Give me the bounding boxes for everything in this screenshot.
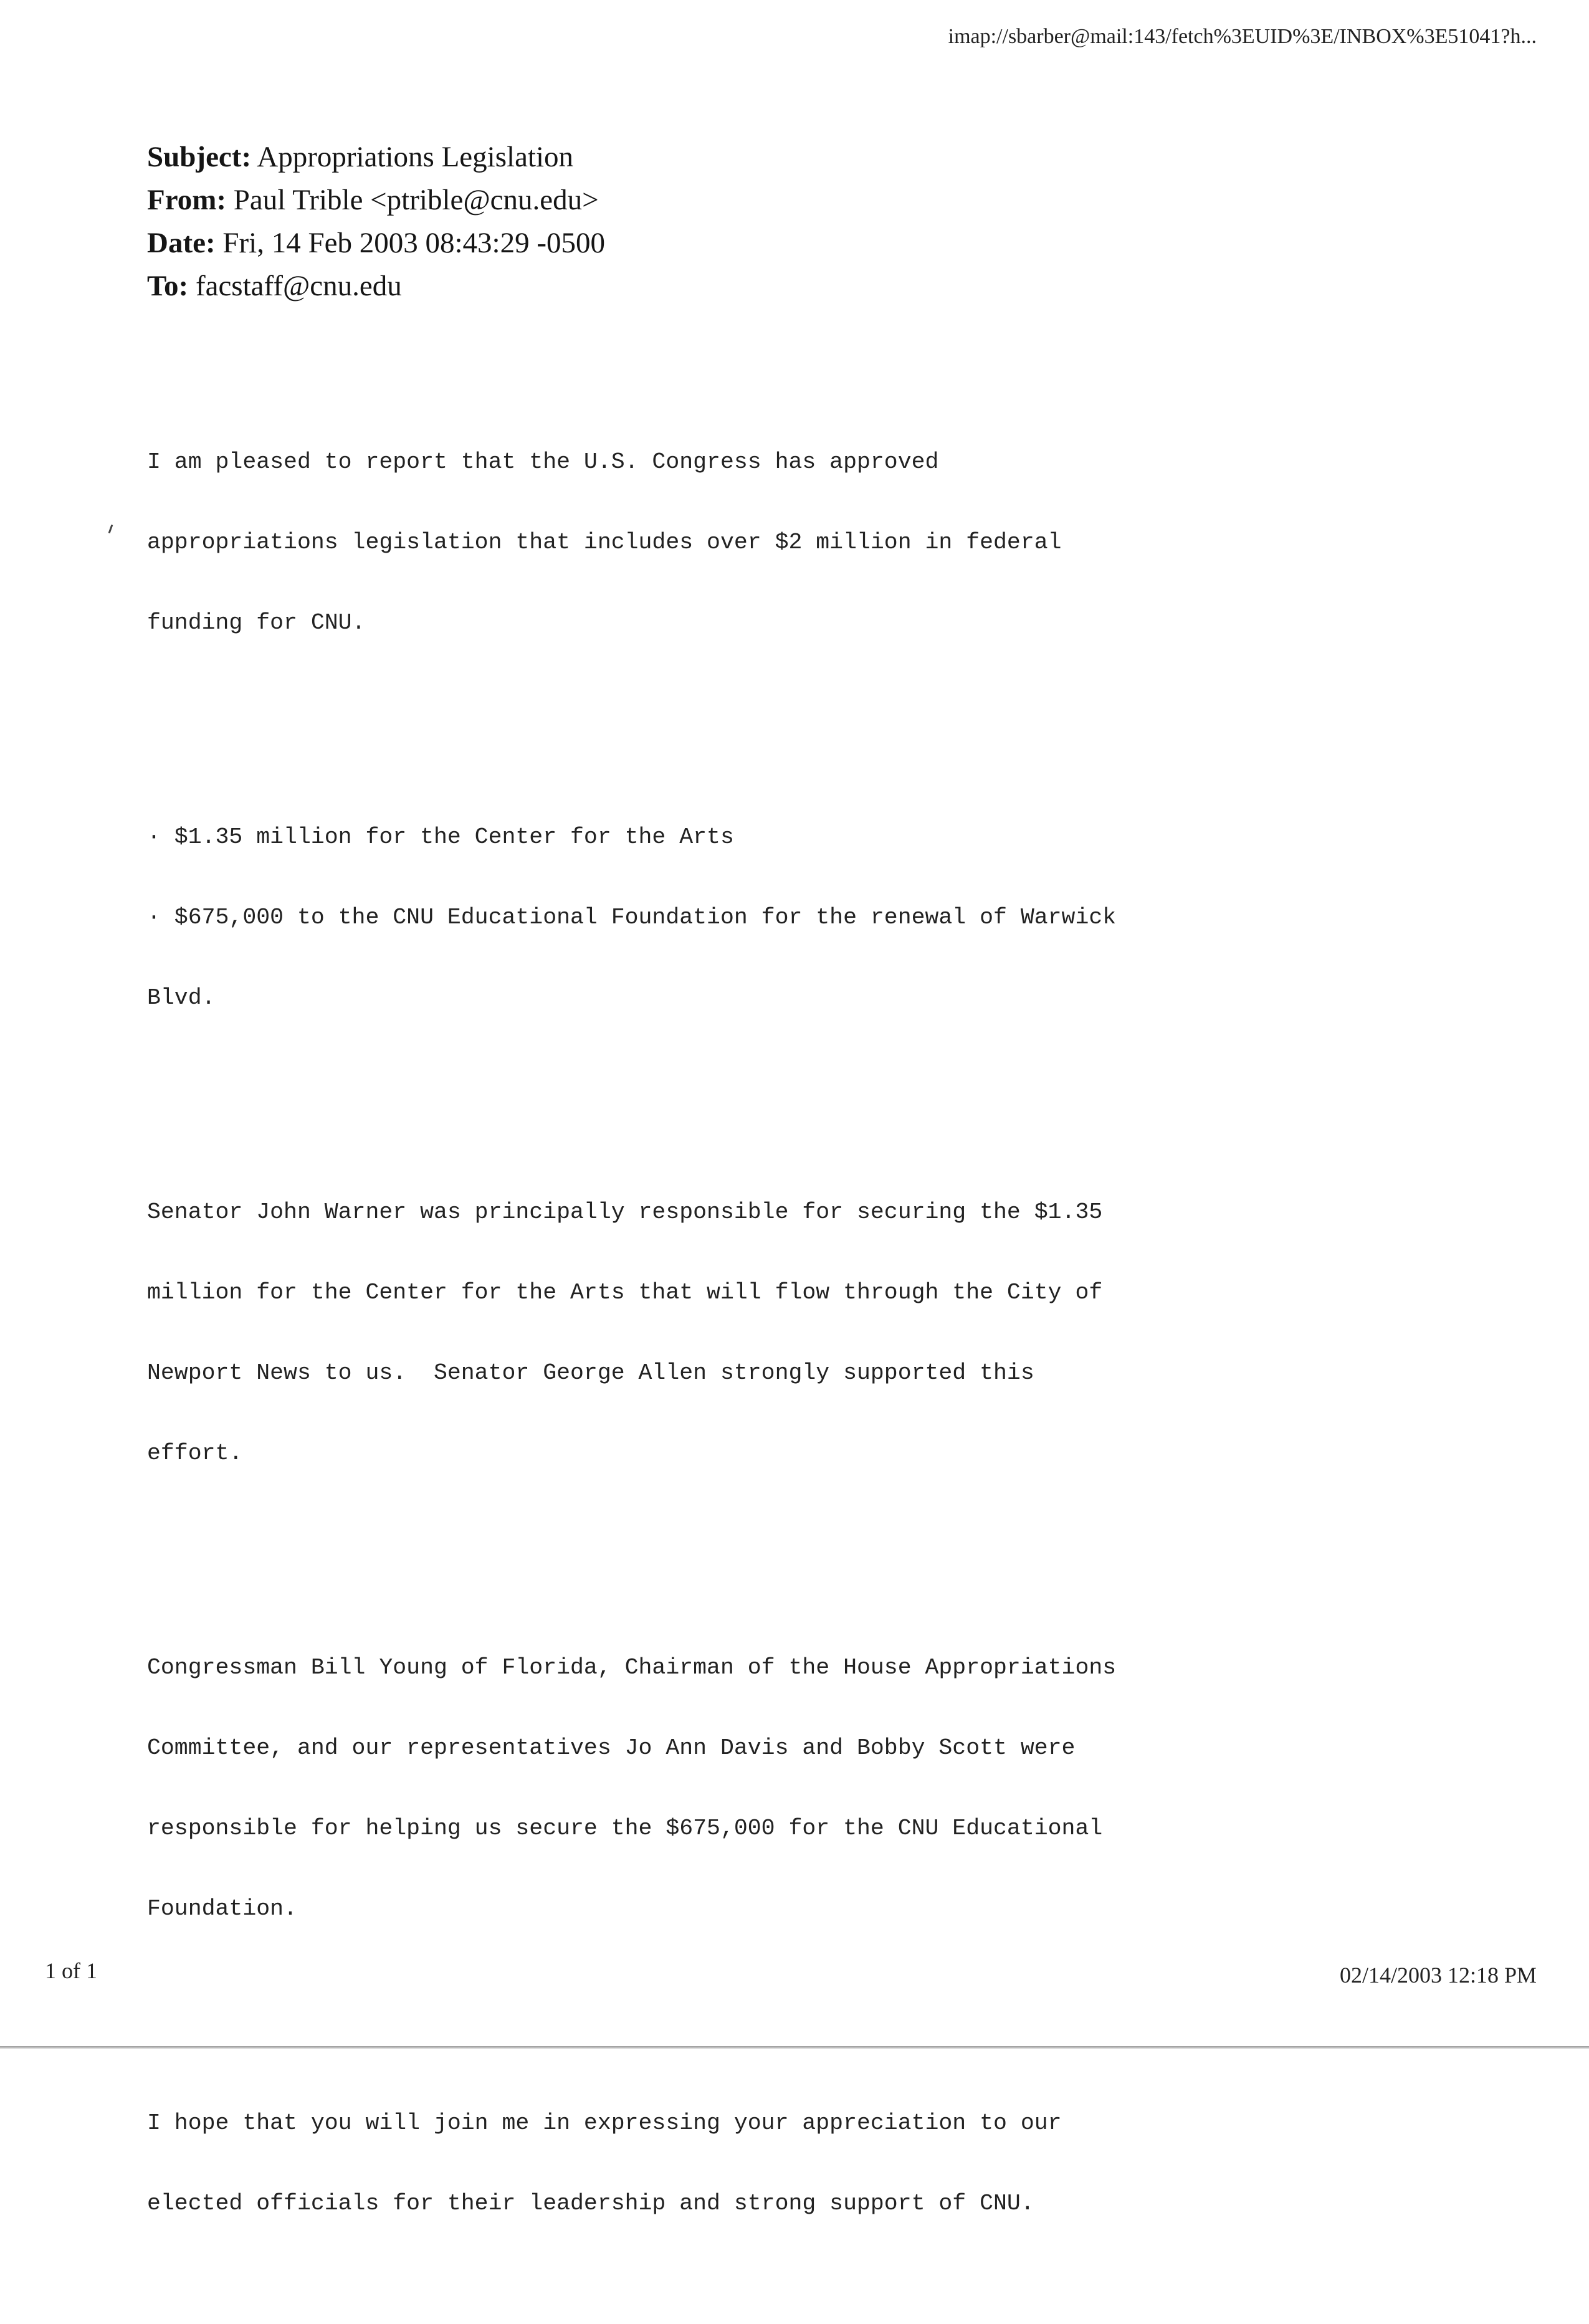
bullet-line: Blvd. (147, 985, 216, 1011)
subject-row (147, 136, 605, 179)
body-line: Newport News to us. Senator George Allen strongly supported this (147, 1360, 1034, 1386)
body-line: funding for CNU. (147, 610, 366, 636)
body-line: appropriations legislation that includes over $2 million in federal (147, 530, 1062, 555)
body-line: responsible for helping us secure the $675,000 for the CNU Educational (147, 1816, 1103, 1841)
body-line: million for the Center for the Arts that will flow through the City of (147, 1280, 1103, 1305)
from-row (147, 179, 605, 222)
message-body (147, 341, 1116, 2324)
date-label: Date: (147, 227, 216, 259)
body-line: Congressman Bill Young of Florida, Chairman of the House Appropriations (147, 1655, 1117, 1680)
body-paragraph-funding-list (147, 770, 1116, 1065)
body-line: effort. (147, 1441, 243, 1466)
from-label: From: (147, 184, 227, 216)
to-value: facstaff@cnu.edu (195, 270, 402, 302)
body-line: Committee, and our representatives Jo Ann Davis and Bobby Scott were (147, 1735, 1076, 1761)
page-edge-divider (0, 2046, 1589, 2049)
date-value: Fri, 14 Feb 2003 08:43:29 -0500 (222, 227, 605, 259)
message-url: imap://sbarber@mail:143/fetch%3EUID%3E/INBOX%3E51041?h... (948, 25, 1537, 48)
body-line: I hope that you will join me in expressing your appreciation to our (147, 2110, 1062, 2136)
body-paragraph-house (147, 1601, 1116, 1976)
to-label: To: (147, 270, 189, 302)
body-line: Senator John Warner was principally responsible for securing the $1.35 (147, 1199, 1103, 1225)
body-paragraph-closing (147, 2056, 1116, 2270)
subject-value: Appropriations Legislation (257, 141, 574, 173)
to-row (147, 265, 605, 308)
body-paragraph-announcement (147, 395, 1116, 690)
bullet-line: · $675,000 to the CNU Educational Foundation for the renewal of Warwick (147, 905, 1117, 930)
message-headers (147, 136, 605, 308)
page-count: 1 of 1 (45, 1958, 97, 1983)
date-row (147, 222, 605, 265)
bullet-line: · $1.35 million for the Center for the Arts (147, 824, 734, 850)
body-line: I am pleased to report that the U.S. Congress has approved (147, 449, 939, 475)
from-value: Paul Trible <ptrible@cnu.edu> (233, 184, 599, 216)
body-line: elected officials for their leadership and strong support of CNU. (147, 2191, 1034, 2216)
stray-pen-mark (108, 525, 113, 533)
body-line: Foundation. (147, 1896, 297, 1922)
body-paragraph-senate (147, 1145, 1116, 1520)
print-timestamp: 02/14/2003 12:18 PM (1339, 1963, 1537, 1988)
subject-label: Subject: (147, 141, 252, 173)
